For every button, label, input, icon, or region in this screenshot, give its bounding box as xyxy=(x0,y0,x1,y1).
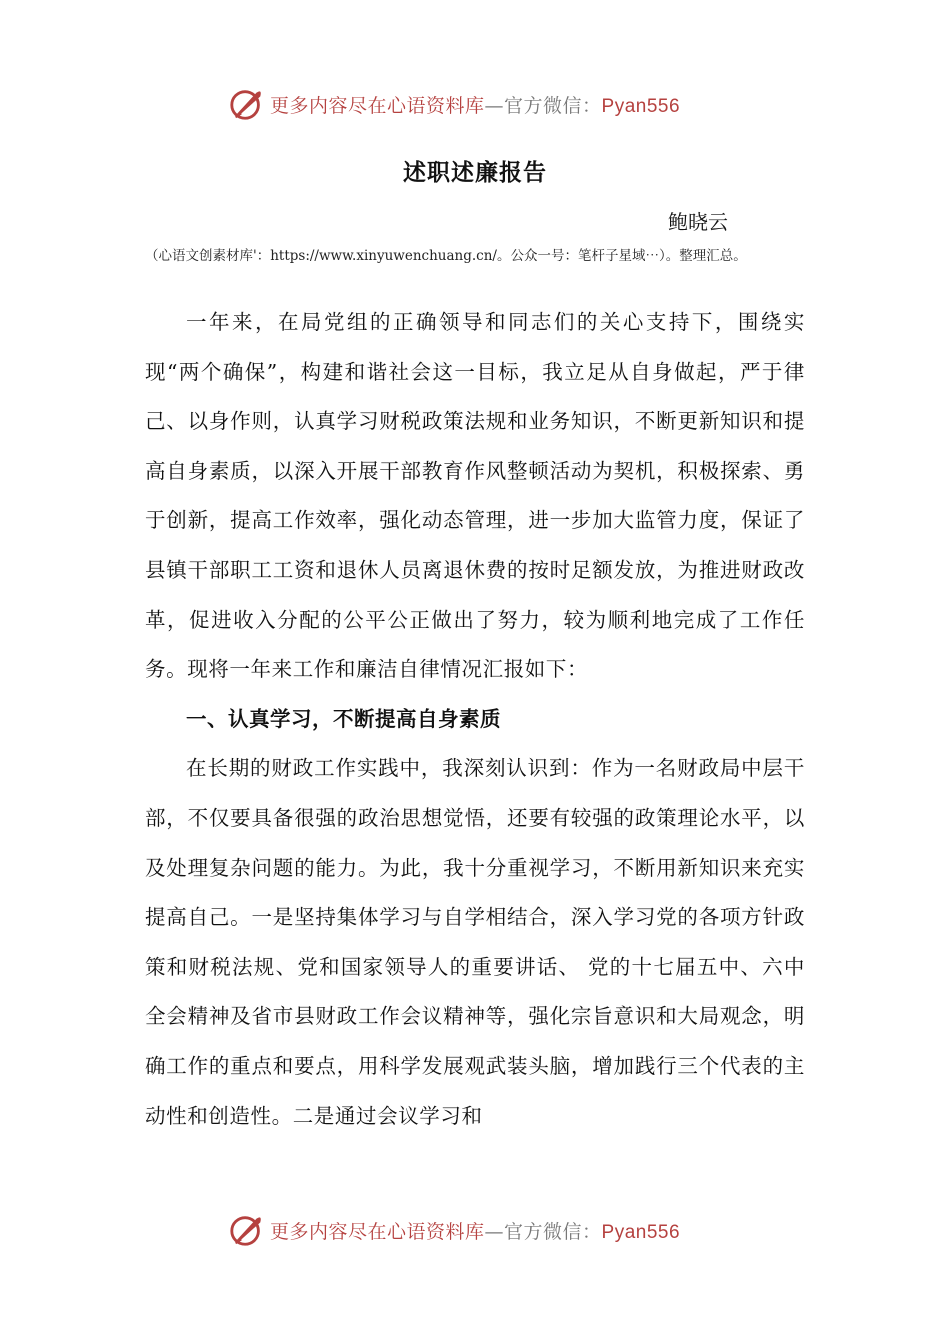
banner-text: 更多内容尽在心语资料库—官方微信：Pyan556 xyxy=(270,1220,681,1243)
quill-logo-icon xyxy=(228,85,266,123)
document-title: 述职述廉报告 xyxy=(403,160,547,186)
document-body xyxy=(145,298,805,1141)
section-heading: 一、认真学习，不断提高自身素质 xyxy=(186,706,501,731)
banner-text: 更多内容尽在心语资料库—官方微信：Pyan556 xyxy=(270,94,681,117)
footer-banner xyxy=(228,1208,748,1252)
paragraph-study: 在长期的财政工作实践中，我深刻认识到：作为一名财政局中层干部，不仅要具备很强的政治思想觉悟，还要有较强的政策理论水平，以及处理复杂问题的能力。为此，我十分重视学习，不断用新知识来充实提高自己。一是坚持集体学习与自学相结合，深入学习党的各项方针政策和财税法规、党和国家领导人的重要讲话、 党的十七届五中、六中全会精神及省市县财政工作会议精神等，强化宗旨意识和大局观念，明确工作的重点和要点，用科学发展观武装头脑，增加践行三个代表的主动性和创造性。二是通过会议学习和 xyxy=(145,756,805,1128)
quill-logo-icon xyxy=(228,1211,266,1249)
header-banner xyxy=(228,82,748,126)
paragraph-intro: 一年来，在局党组的正确领导和同志们的关心支持下，围绕实现“两个确保”，构建和谐社会这一目标，我立足从自身做起，严于律己、以身作则，认真学习财税政策法规和业务知识，不断更新知识和提高自身素质，以深入开展干部教育作风整顿活动为契机，积极探索、勇于创新，提高工作效率，强化动态管理，进一步加大监管力度，保证了县镇干部职工工资和退休人员离退休费的按时足额发放，为推进财政改革，促进收入分配的公平公正做出了努力，较为顺利地完成了工作任务。现将一年来工作和廉洁自律情况汇报如下： xyxy=(145,310,805,682)
author-name: 鲍晓云 xyxy=(668,210,728,234)
source-note: （心语文创素材库'：https://www.xinyuwenchuang.cn/。公众一号：笔杆子星域⋯）。整理汇总。 xyxy=(145,248,747,264)
